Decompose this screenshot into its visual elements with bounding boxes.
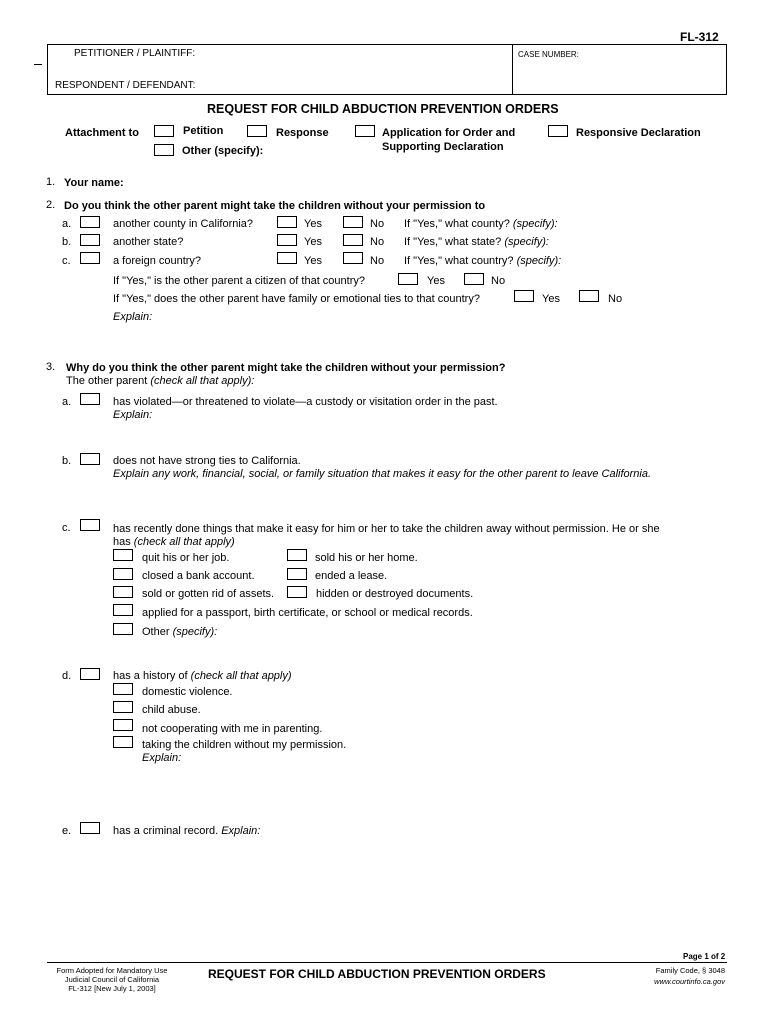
responsive-declaration-label: Responsive Declaration (576, 127, 701, 139)
q3a-checkbox[interactable] (80, 393, 100, 405)
ended-lease-label: ended a lease. (315, 570, 388, 582)
q3a-letter: a. (62, 396, 72, 408)
q2b-text: another state? (113, 236, 184, 248)
adopted-line-3: FL-312 [New July 1, 2003] (68, 984, 156, 993)
citizen-no-label: No (491, 275, 506, 287)
q2c-yes-checkbox[interactable] (277, 252, 297, 264)
q3-text: Why do you think the other parent might take the children without your permission? (66, 362, 506, 374)
q3e-text: has a criminal record. Explain: (113, 825, 261, 837)
sold-home-label: sold his or her home. (315, 552, 418, 564)
q3b-explain: Explain any work, financial, social, or family situation that makes it easy for the other parent to leave California. (113, 468, 652, 480)
closed-bank-label: closed a bank account. (142, 570, 255, 582)
sold-assets-label: sold or gotten rid of assets. (142, 588, 275, 600)
footer-title: REQUEST FOR CHILD ABDUCTION PREVENTION ORDERS (208, 967, 546, 981)
q2-explain: Explain: (113, 311, 153, 323)
application-checkbox[interactable] (355, 125, 375, 137)
citizen-yes-checkbox[interactable] (398, 273, 418, 285)
attachment-label: Attachment to (65, 127, 139, 139)
petition-label: Petition (183, 125, 224, 137)
q2c-yes-label: Yes (304, 255, 322, 267)
citizen-question: If "Yes," is the other parent a citizen of that country? (113, 275, 365, 287)
q2a-text: another county in California? (113, 218, 254, 230)
website-link[interactable]: www.courtinfo.ca.gov (654, 977, 725, 986)
q3b-letter: b. (62, 455, 72, 467)
q2b-yes-checkbox[interactable] (277, 234, 297, 246)
q3b-text: does not have strong ties to California. (113, 455, 301, 467)
ties-yes-label: Yes (542, 293, 560, 305)
page-title: REQUEST FOR CHILD ABDUCTION PREVENTION ORDERS (207, 102, 559, 116)
family-code: Family Code, § 3048 (655, 966, 725, 975)
ties-yes-checkbox[interactable] (514, 290, 534, 302)
q2a-no-checkbox[interactable] (343, 216, 363, 228)
q2c-no-checkbox[interactable] (343, 252, 363, 264)
child-abuse-label: child abuse. (142, 704, 201, 716)
adopted-line-2: Judicial Council of California (64, 975, 160, 984)
sold-assets-checkbox[interactable] (113, 586, 133, 598)
q3d-text: has a history of (check all that apply) (113, 670, 292, 682)
q2c-checkbox[interactable] (80, 252, 100, 264)
application-label-2: Supporting Declaration (382, 141, 504, 153)
response-checkbox[interactable] (247, 125, 267, 137)
q3a-text: has violated—or threatened to violate—a custody or visitation order in the past. (113, 396, 498, 408)
q2b-no-label: No (370, 236, 385, 248)
q3e-checkbox[interactable] (80, 822, 100, 834)
response-label: Response (276, 127, 329, 139)
q3e-letter: e. (62, 825, 72, 837)
q3-number: 3. (46, 361, 56, 373)
q2b-followup: If "Yes," what state? (specify): (404, 236, 549, 248)
taking-children-checkbox[interactable] (113, 736, 133, 748)
q1-number: 1. (46, 176, 56, 188)
case-number-label: CASE NUMBER: (518, 50, 579, 59)
q2c-letter: c. (62, 255, 71, 267)
q3d-checkbox[interactable] (80, 668, 100, 680)
ties-no-checkbox[interactable] (579, 290, 599, 302)
domestic-violence-label: domestic violence. (142, 686, 233, 698)
not-cooperating-checkbox[interactable] (113, 719, 133, 731)
q3b-checkbox[interactable] (80, 453, 100, 465)
respondent-label: RESPONDENT / DEFENDANT: (55, 80, 196, 91)
ended-lease-checkbox[interactable] (287, 568, 307, 580)
q2c-followup: If "Yes," what country? (specify): (404, 255, 562, 267)
taking-children-label: taking the children without my permission. (142, 739, 347, 751)
citizen-no-checkbox[interactable] (464, 273, 484, 285)
responsive-declaration-checkbox[interactable] (548, 125, 568, 137)
passport-label: applied for a passport, birth certificate, or school or medical records. (142, 607, 473, 619)
ties-no-label: No (608, 293, 623, 305)
q2b-yes-label: Yes (304, 236, 322, 248)
q2-number: 2. (46, 199, 56, 211)
q2a-no-label: No (370, 218, 385, 230)
quit-job-label: quit his or her job. (142, 552, 230, 564)
hidden-docs-label: hidden or destroyed documents. (316, 588, 474, 600)
q2a-yes-checkbox[interactable] (277, 216, 297, 228)
q2b-letter: b. (62, 236, 72, 248)
domestic-violence-checkbox[interactable] (113, 683, 133, 695)
q3c-text2: has (check all that apply) (113, 536, 235, 548)
adopted-line-1: Form Adopted for Mandatory Use (56, 966, 168, 975)
q3c-checkbox[interactable] (80, 519, 100, 531)
form-number: FL-312 (680, 30, 719, 44)
q2c-text: a foreign country? (113, 255, 202, 267)
quit-job-checkbox[interactable] (113, 549, 133, 561)
petitioner-label: PETITIONER / PLAINTIFF: (74, 48, 196, 59)
q2a-checkbox[interactable] (80, 216, 100, 228)
petition-checkbox[interactable] (154, 125, 174, 137)
closed-bank-checkbox[interactable] (113, 568, 133, 580)
citizen-yes-label: Yes (427, 275, 445, 287)
q2a-followup: If "Yes," what county? (specify): (404, 218, 558, 230)
q2a-letter: a. (62, 218, 72, 230)
not-cooperating-label: not cooperating with me in parenting. (142, 723, 323, 735)
application-label-1: Application for Order and (382, 127, 516, 139)
other-checkbox[interactable] (154, 144, 174, 156)
other-activity-checkbox[interactable] (113, 623, 133, 635)
q2b-no-checkbox[interactable] (343, 234, 363, 246)
other-label: Other (specify): (182, 145, 264, 157)
footer-rule (47, 962, 727, 963)
passport-checkbox[interactable] (113, 604, 133, 616)
q2c-no-label: No (370, 255, 385, 267)
q2b-checkbox[interactable] (80, 234, 100, 246)
q3c-letter: c. (62, 522, 71, 534)
q3d-letter: d. (62, 670, 72, 682)
q3-sub: The other parent (check all that apply): (66, 375, 255, 387)
q3c-text1: has recently done things that make it easy for him or her to take the children away without permission. He or she (113, 523, 660, 535)
sold-home-checkbox[interactable] (287, 549, 307, 561)
page-number: Page 1 of 2 (683, 952, 726, 961)
hidden-docs-checkbox[interactable] (287, 586, 307, 598)
ties-question: If "Yes," does the other parent have family or emotional ties to that country? (113, 293, 480, 305)
other-activity-label: Other (specify): (142, 626, 218, 638)
q2a-yes-label: Yes (304, 218, 322, 230)
child-abuse-checkbox[interactable] (113, 701, 133, 713)
q1-text: Your name: (64, 177, 124, 189)
q3a-explain: Explain: (113, 409, 153, 421)
q3d-explain: Explain: (142, 752, 182, 764)
q2-text: Do you think the other parent might take the children without your permission to (64, 200, 486, 212)
